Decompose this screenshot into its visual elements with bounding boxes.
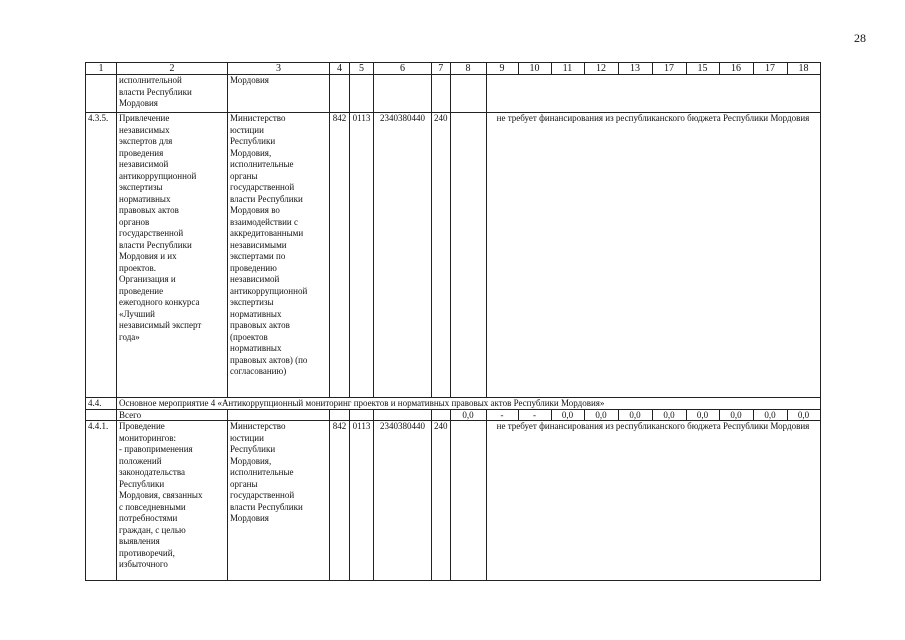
program-table <box>85 62 821 581</box>
funding-note: не требует финансирования из республиканского бюджета Республики Мордовия <box>486 113 820 398</box>
total-value-16: 0,0 <box>719 410 753 421</box>
section-title: Основное мероприятие 4 «Антикоррупционный мониторинг проектов и нормативных правовых актов Республики Мордовия» <box>117 398 821 410</box>
table-row-4-4-1 <box>86 421 821 581</box>
total-value-11: 0,0 <box>551 410 584 421</box>
header-cell-13: 13 <box>618 63 652 75</box>
header-cell-7: 7 <box>432 63 451 75</box>
header-cell-12: 12 <box>584 63 618 75</box>
grbs-code-cell: 842 <box>330 113 350 398</box>
funding-note: не требует финансирования из республиканского бюджета Республики Мордовия <box>486 421 820 581</box>
grbs-code-cell: 842 <box>330 421 350 581</box>
code-cell <box>86 75 117 113</box>
measure-name-cell: Привлечение независимых экспертов для проведения независимой антикоррупционной экспертизы нормативных правовых актов органов государственной власти Республики Мордовия и их проектов. Организация и проведение ежегодного конкурса «Лучший независимый эксперт года» <box>117 113 228 398</box>
section-code-cell: 0113 <box>350 113 374 398</box>
header-cell-15: 15 <box>686 63 719 75</box>
page-number: 28 <box>854 31 866 45</box>
total-value-17: 0,0 <box>753 410 787 421</box>
cell-5 <box>350 75 374 113</box>
cell-8 <box>450 421 486 581</box>
header-row <box>86 63 821 75</box>
cell-8 <box>450 113 486 398</box>
header-cell-10: 10 <box>518 63 551 75</box>
header-cell-18: 18 <box>787 63 820 75</box>
header-cell-17: 17 <box>753 63 787 75</box>
target-article-cell: 2340380440 <box>374 421 432 581</box>
total-value-18: 0,0 <box>787 410 820 421</box>
total-value-8: 0,0 <box>450 410 486 421</box>
header-cell-3: 3 <box>228 63 330 75</box>
funding-cell <box>486 75 820 113</box>
cell-4 <box>330 75 350 113</box>
expense-type-cell: 240 <box>432 113 451 398</box>
total-value-14: 0,0 <box>652 410 686 421</box>
total-value-10: - <box>518 410 551 421</box>
header-cell-6: 6 <box>374 63 432 75</box>
header-cell-14: 17 <box>652 63 686 75</box>
section-code-cell: 0113 <box>350 421 374 581</box>
total-row <box>86 410 821 421</box>
total-value-15: 0,0 <box>686 410 719 421</box>
header-cell-5: 5 <box>350 63 374 75</box>
cell-8 <box>450 75 486 113</box>
code-cell: 4.4.1. <box>86 421 117 581</box>
cell-4 <box>330 410 350 421</box>
code-cell: 4.3.5. <box>86 113 117 398</box>
measure-name-cell: исполнительной власти Республики Мордовия <box>117 75 228 113</box>
table-row-4-3-5 <box>86 113 821 398</box>
target-article-cell: 2340380440 <box>374 113 432 398</box>
executor-cell: Министерство юстиции Республики Мордовия, исполнительные органы государственной власти Республики Мордовия во взаимодействии с аккредитованными независимыми экспертами по проведению независимой антикоррупционной экспертизы нормативных правовых актов (проектов нормативных правовых актов) (по согласованию) <box>228 113 330 398</box>
total-value-9: - <box>486 410 518 421</box>
header-cell-2: 2 <box>117 63 228 75</box>
table-row-continuation <box>86 75 821 113</box>
header-cell-9: 9 <box>486 63 518 75</box>
executor-cell: Мордовия <box>228 75 330 113</box>
header-cell-4: 4 <box>330 63 350 75</box>
header-cell-16: 16 <box>719 63 753 75</box>
cell-7 <box>432 75 451 113</box>
code-cell: 4.4. <box>86 398 117 410</box>
total-value-13: 0,0 <box>618 410 652 421</box>
total-label: Всего <box>117 410 228 421</box>
cell-6 <box>374 410 432 421</box>
cell-7 <box>432 410 451 421</box>
cell-5 <box>350 410 374 421</box>
cell-3 <box>228 410 330 421</box>
code-cell <box>86 410 117 421</box>
header-cell-8: 8 <box>450 63 486 75</box>
expense-type-cell: 240 <box>432 421 451 581</box>
measure-name-cell: Проведение мониторингов: - правоприменения положений законодательства Республики Мордовия, связанных с повседневными потребностями граждан, с целью выявления противоречий, избыточного <box>117 421 228 581</box>
total-value-12: 0,0 <box>584 410 618 421</box>
header-cell-1: 1 <box>86 63 117 75</box>
section-row-4-4 <box>86 398 821 410</box>
cell-6 <box>374 75 432 113</box>
header-cell-11: 11 <box>551 63 584 75</box>
executor-cell: Министерство юстиции Республики Мордовия, исполнительные органы государственной власти Республики Мордовия <box>228 421 330 581</box>
